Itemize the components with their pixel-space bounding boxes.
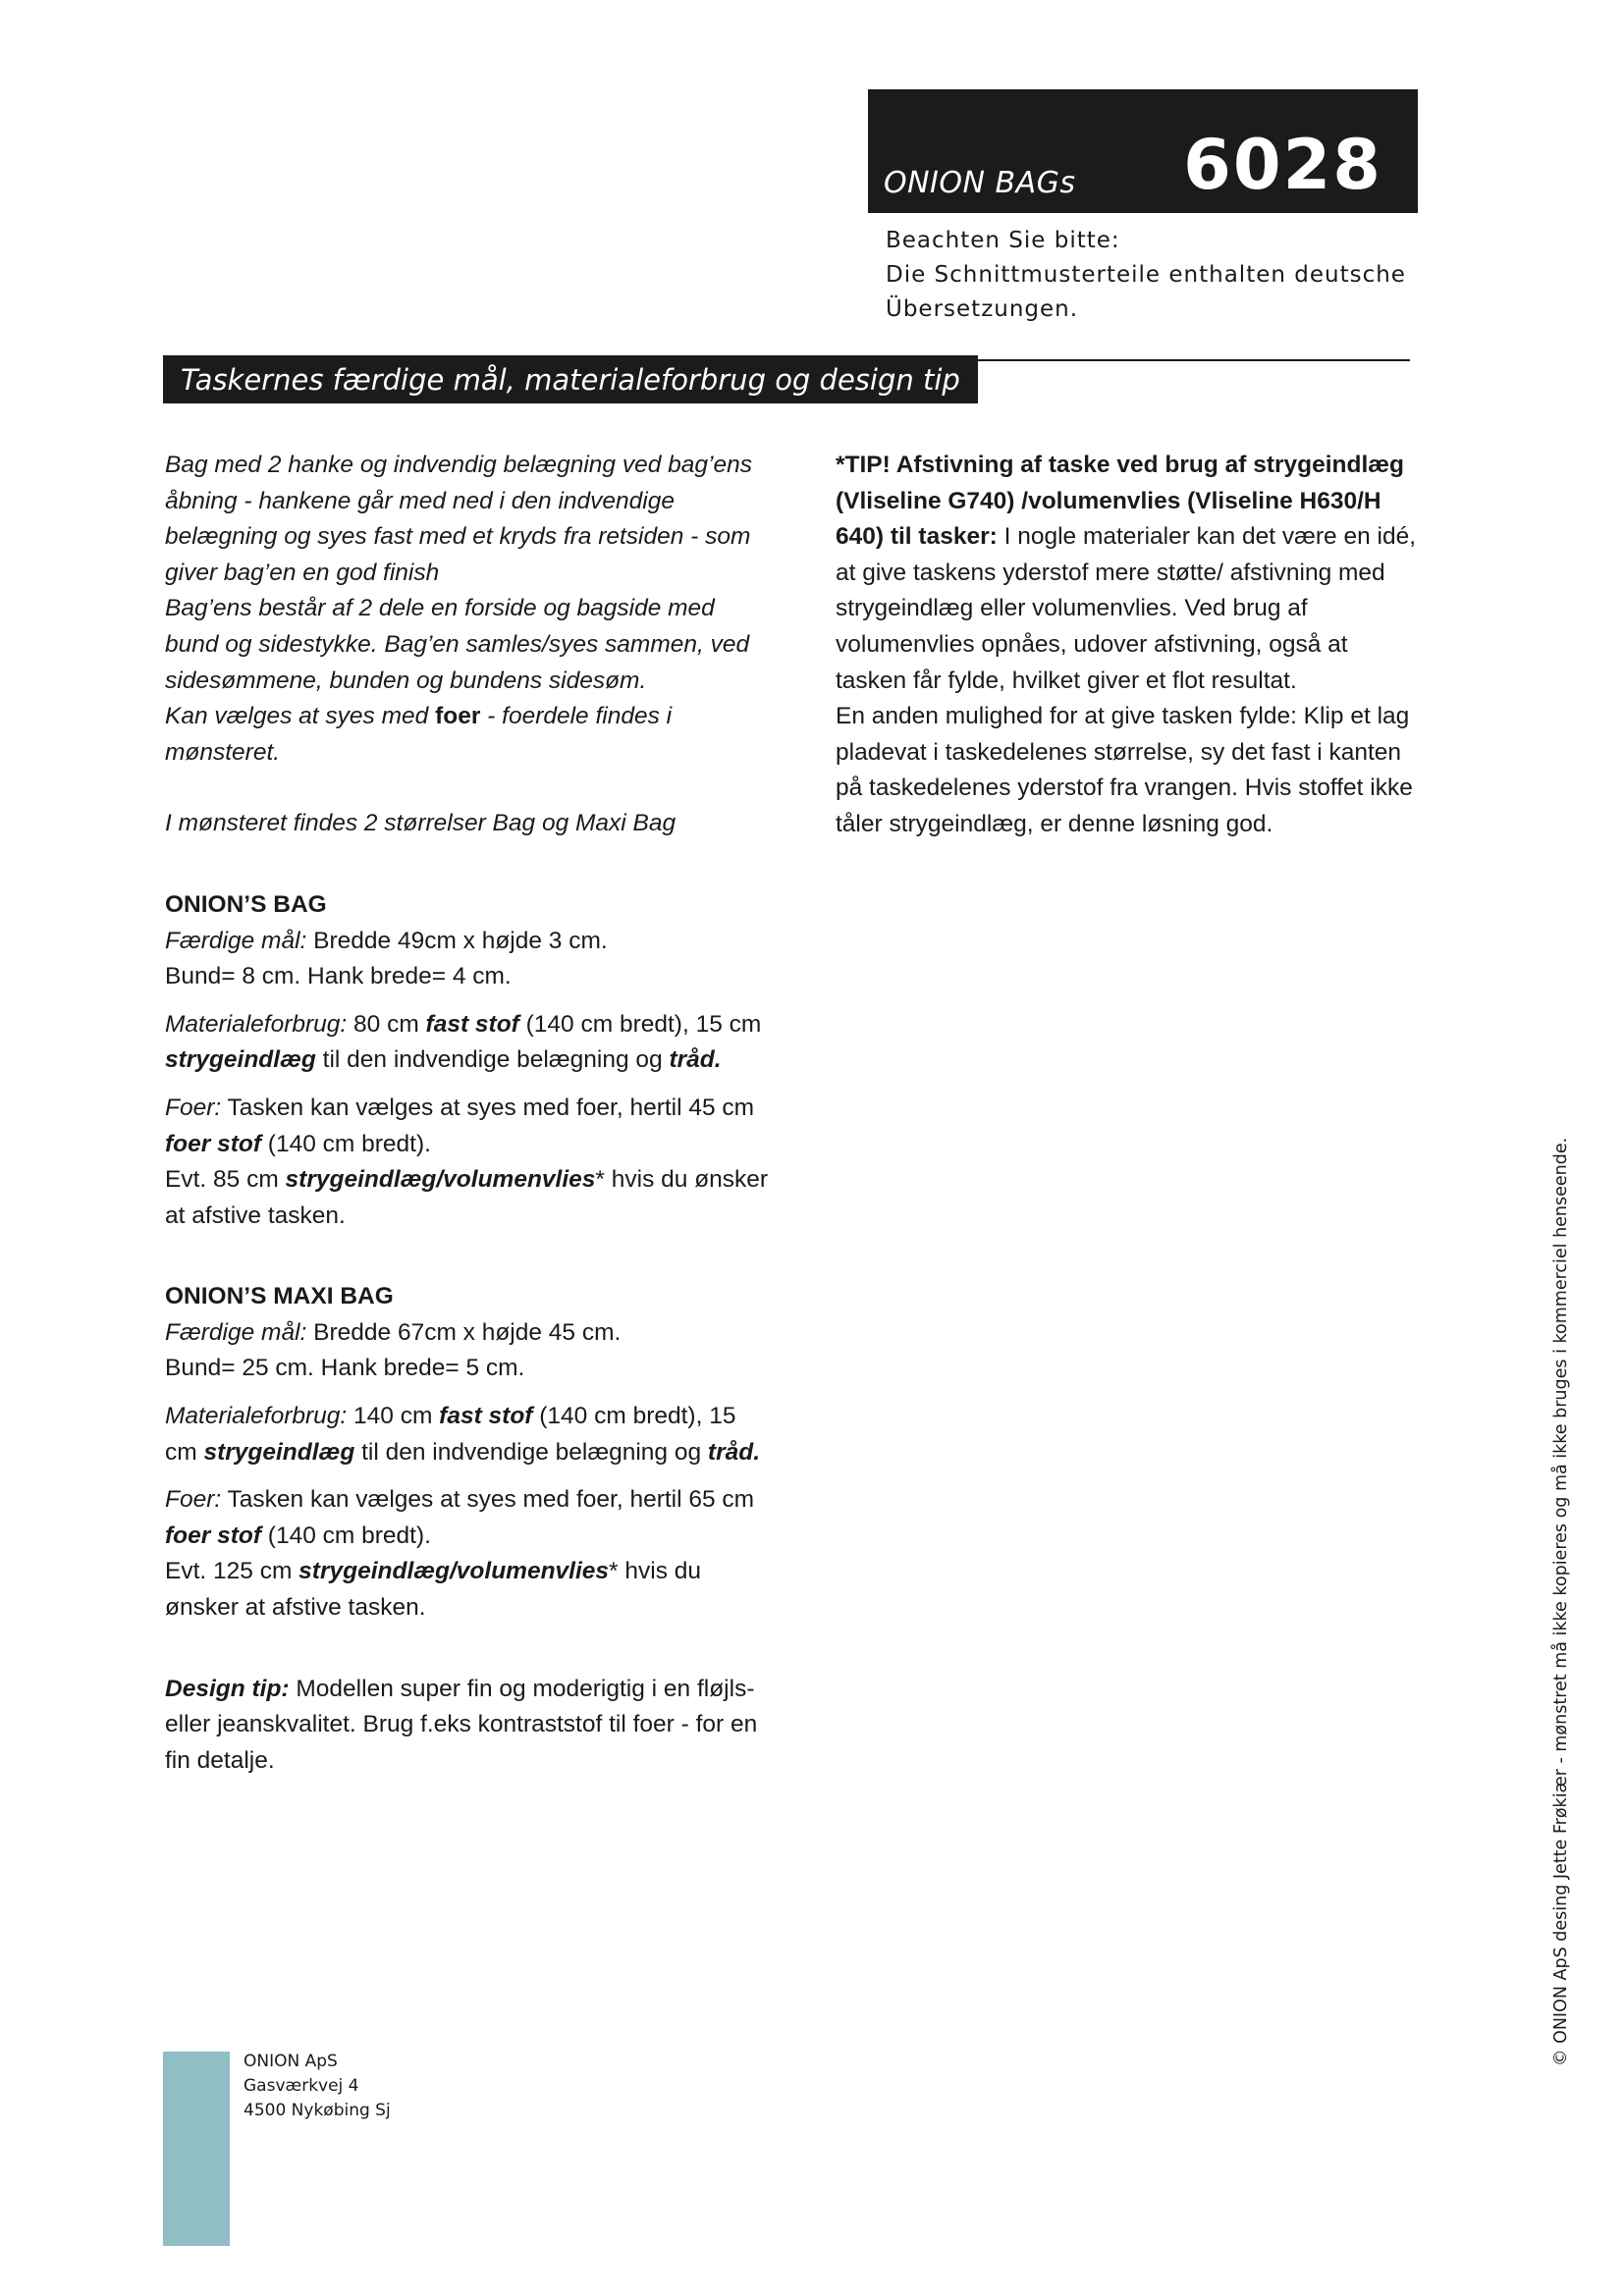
material-emphasis: strygeindlæg — [203, 1438, 355, 1466]
material-emphasis: fast stof — [425, 1010, 519, 1038]
material-text: 80 cm — [347, 1010, 426, 1038]
lining-text: Tasken kan vælges at syes med foer, hertil 65 cm — [221, 1486, 755, 1514]
material-text: til den indvendige belægning og — [315, 1046, 670, 1074]
design-tip-label: Design tip: — [165, 1675, 290, 1702]
onions-bag-title: ONION’S BAG — [165, 890, 327, 918]
header-box — [868, 89, 1418, 213]
material-emphasis: fast stof — [439, 1403, 533, 1430]
company-address — [244, 2050, 391, 2123]
translation-notice — [886, 224, 1416, 327]
lining-text: (140 cm bredt). — [261, 1522, 431, 1549]
onions-bag-dimensions — [165, 924, 774, 995]
onions-maxi-bag-title: ONION’S MAXI BAG — [165, 1283, 394, 1310]
tip-paragraph-1 — [836, 448, 1425, 699]
optional-emphasis: strygeindlæg/volumenvlies — [298, 1558, 610, 1585]
dimensions-value: Bredde 67cm x højde 45 cm. — [306, 1318, 622, 1346]
footer-accent-bar — [163, 2052, 230, 2246]
lining-text: (140 cm bredt). — [261, 1130, 431, 1157]
lining-text: Tasken kan vælges at syes med foer, hertil 45 cm — [221, 1094, 755, 1121]
maxi-bag-dimensions — [165, 1315, 774, 1387]
lining-emphasis: foer stof — [165, 1522, 261, 1549]
intro-text — [165, 448, 774, 842]
intro-p3-text: Kan vælges at syes med — [165, 703, 436, 730]
material-label: Materialeforbrug: — [165, 1010, 348, 1038]
maxi-bag-material — [165, 1399, 774, 1470]
dimensions-label: Færdige mål: — [165, 1318, 307, 1346]
copyright-notice: © ONION ApS desing Jette Frøkiær - mønstret må ikke kopieres og må ikke bruges i kommerciel henseende. — [1551, 1137, 1571, 2066]
material-text: (140 cm bredt), 15 cm — [165, 1403, 736, 1466]
left-column — [165, 448, 774, 1779]
optional-text: Evt. 125 cm — [165, 1558, 299, 1585]
bottom-handle-value: Bund= 8 cm. Hank brede= 4 cm. — [165, 963, 512, 990]
optional-text: * hvis du ønsker at afstive tasken. — [165, 1166, 769, 1229]
bottom-handle-value: Bund= 25 cm. Hank brede= 5 cm. — [165, 1355, 525, 1382]
material-emphasis: tråd. — [707, 1438, 761, 1466]
section-heading: Taskernes færdige mål, materialeforbrug og design tip — [163, 355, 978, 403]
notice-line-2: Die Schnittmusterteile enthalten deutsche — [886, 262, 1406, 288]
material-label: Materialeforbrug: — [165, 1403, 348, 1430]
intro-paragraph-4: I mønsteret findes 2 størrelser Bag og Maxi Bag — [165, 810, 677, 837]
optional-text: * hvis du ønsker at afstive tasken. — [165, 1558, 702, 1622]
intro-paragraph-2: Bag’ens består af 2 dele en forside og bagside med bund og sidestykke. Bag’en samles/syes sammen, ved sidesømmene, bunden og bundens sidesøm. — [165, 595, 750, 694]
dimensions-value: Bredde 49cm x højde 3 cm. — [306, 927, 608, 954]
intro-paragraph-3 — [165, 699, 774, 771]
tip-lead: *TIP! Afstivning af taske ved brug af strygeindlæg (Vliseline G740) /volumenvlies (Vliseline H630/H 640) til tasker: — [836, 452, 1405, 551]
material-text: 140 cm — [347, 1403, 440, 1430]
dimensions-label: Færdige mål: — [165, 927, 307, 954]
optional-text: Evt. 85 cm — [165, 1166, 286, 1194]
tip-text: I nogle materialer kan det være en idé, at give taskens yderstof mere støtte/ afstivning med strygeindlæg eller volumenvlies. Ved brug af volumenvlies opnåes, udover afstivning, også at tasken får fylde, hvilket giver et flot resultat. — [836, 523, 1417, 694]
intro-p3-bold: foer — [435, 703, 481, 730]
address-line-1: ONION ApS — [244, 2052, 338, 2071]
intro-p3-text-end: - foerdele findes i mønsteret. — [165, 703, 673, 766]
pattern-number: 6028 — [1183, 125, 1382, 205]
lining-label: Foer: — [165, 1094, 222, 1121]
notice-line-3: Übersetzungen. — [886, 296, 1079, 322]
lining-emphasis: foer stof — [165, 1130, 261, 1157]
address-line-2: Gasværkvej 4 — [244, 2076, 359, 2096]
onions-bag-lining — [165, 1091, 774, 1234]
design-tip-text: Modellen super fin og moderigtig i en fløjls- eller jeanskvalitet. Brug f.eks kontraststof til foer - for en fin detalje. — [165, 1675, 758, 1774]
intro-paragraph-1: Bag med 2 hanke og indvendig belægning ved bag’ens åbning - hankene går med ned i den indvendige belægning og syes fast med et kryds fra retsiden - som giver bag’en en god finish — [165, 452, 752, 586]
material-emphasis: tråd. — [669, 1046, 722, 1074]
address-line-3: 4500 Nykøbing Sj — [244, 2101, 391, 2120]
notice-line-1: Beachten Sie bitte: — [886, 228, 1120, 253]
material-emphasis: strygeindlæg — [165, 1046, 316, 1074]
brand-title: ONION BAGs — [884, 166, 1076, 200]
right-column — [836, 448, 1425, 843]
optional-emphasis: strygeindlæg/volumenvlies — [285, 1166, 596, 1194]
onions-bag-material — [165, 1007, 774, 1079]
tip-paragraph-2: En anden mulighed for at give tasken fylde: Klip et lag pladevat i taskedelenes størrelse, sy det fast i kanten på taskedelenes yderstof fra vrangen. Hvis stoffet ikke tåler strygeindlæg, er denne løsning god. — [836, 703, 1413, 837]
material-text: til den indvendige belægning og — [354, 1438, 708, 1466]
material-text: (140 cm bredt), 15 cm — [518, 1010, 762, 1038]
lining-label: Foer: — [165, 1486, 222, 1514]
maxi-bag-lining — [165, 1482, 774, 1626]
design-tip — [165, 1672, 774, 1780]
